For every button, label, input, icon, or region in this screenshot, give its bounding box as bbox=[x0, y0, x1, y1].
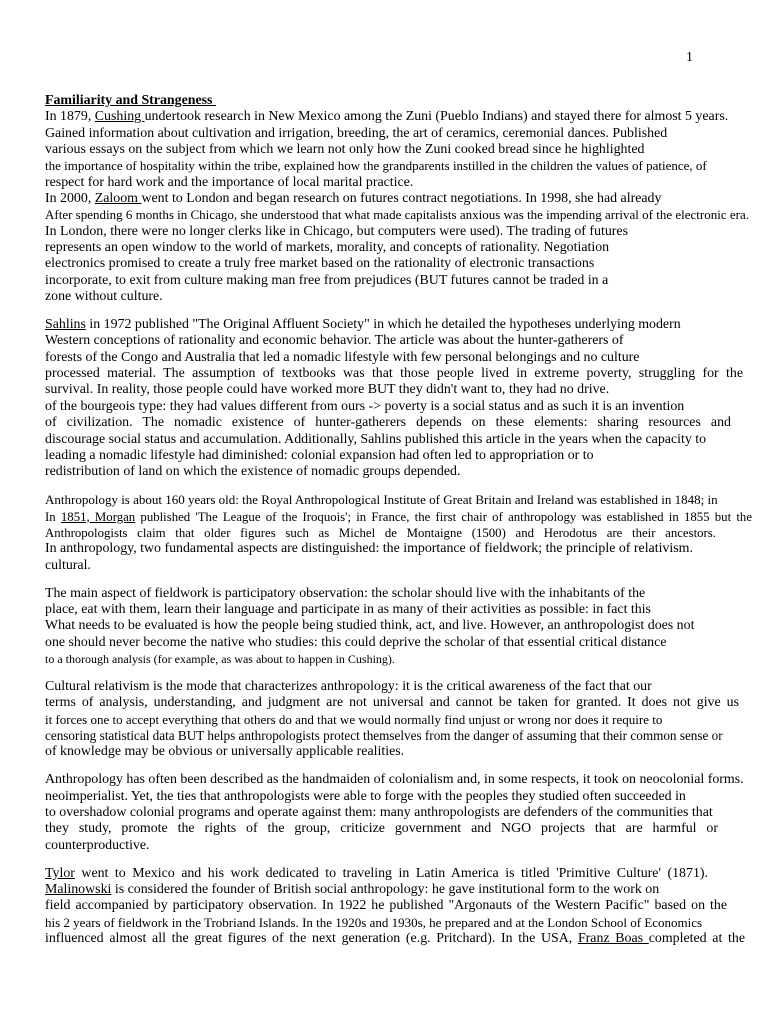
paragraph-sahlins bbox=[45, 317, 763, 480]
text-line: survival. In reality, those people could have worked more BUT they didn't want to, they had no drive. bbox=[45, 382, 610, 398]
underlined-name-malinowski: Malinowski bbox=[45, 881, 112, 897]
underlined-name-zaloom: Zaloom bbox=[94, 191, 142, 207]
text-line: they study, promote the rights of the group, criticize government and NGO projects that are harmful or bbox=[45, 821, 718, 837]
section-heading-text: Familiarity and Strangeness bbox=[45, 93, 216, 108]
text-line: of the bourgeois type: they had values different from ours -> poverty is a social status and as such it is an invention bbox=[45, 398, 685, 414]
text-line: leading a nomadic lifestyle had diminished: colonial expansion had often led to appropriation or to bbox=[45, 447, 594, 463]
text-line: neoimperialist. Yet, the ties that anthropologists were able to forge with the peoples they studied often succeeded in bbox=[45, 788, 686, 804]
text-line bbox=[45, 931, 745, 947]
text-line: censoring statistical data BUT helps anthropologists protect themselves from the danger of assuming that their common sense or bbox=[45, 727, 723, 743]
text-line: The main aspect of fieldwork is participatory observation: the scholar should live with the inhabitants of the bbox=[45, 585, 646, 601]
line-text: in 1972 published "The Original Affluent Society" in which he detailed the hypotheses underlying modern bbox=[85, 317, 681, 333]
underlined-name-sahlins: Sahlins bbox=[45, 317, 86, 333]
text-line: redistribution of land on which the existence of nomadic groups depended. bbox=[45, 464, 461, 480]
paragraph-founders bbox=[45, 866, 763, 948]
text-line: Anthropology has often been described as the handmaiden of colonialism and, in some respects, it took on neocolonial forms. bbox=[45, 772, 744, 788]
text-line: counterproductive. bbox=[45, 837, 150, 853]
document-body bbox=[45, 93, 763, 947]
paragraph-anthropology-history bbox=[45, 492, 763, 574]
text-line: various essays on the subject from which we learn not only how the Zuni cooked bread since he highlighted bbox=[45, 142, 645, 158]
text-line: After spending 6 months in Chicago, she understood that what made capitalists anxious was the impending arrival of the electronic era. bbox=[45, 207, 749, 223]
text-line: Anthropologists claim that older figures such as Michel de Montaigne (1500) and Herodotus are their ancestors. bbox=[45, 525, 716, 540]
text-line bbox=[45, 191, 755, 207]
text-line: to a thorough analysis (for example, as was about to happen in Cushing). bbox=[45, 651, 395, 666]
text-line: processed material. The assumption of textbooks was that those people lived in extreme poverty, struggling for the bbox=[45, 366, 743, 382]
underlined-name-morgan: 1851, Morgan bbox=[60, 509, 136, 524]
text-line bbox=[45, 317, 755, 333]
underlined-name-franz-boas: Franz Boas bbox=[577, 931, 649, 946]
text-line: his 2 years of fieldwork in the Trobriand Islands. In the 1920s and 1930s, he prepared and at the London School of Economics bbox=[45, 914, 703, 930]
text-line: to overshadow colonial programs and operate against them: many anthropologists are defenders of the communities that bbox=[45, 804, 713, 820]
text-line: Anthropology is about 160 years old: the Royal Anthropological Institute of Great Britain and Ireland was established in 1848; in bbox=[45, 492, 718, 508]
underlined-name-tylor: Tylor bbox=[45, 865, 75, 881]
text-line bbox=[45, 866, 708, 882]
underlined-name-cushing: Cushing bbox=[94, 109, 145, 125]
text-line: the importance of hospitality within the tribe, explained how the grandparents instilled in the children the values of patience, of bbox=[45, 158, 707, 174]
text-line: cultural. bbox=[45, 557, 91, 573]
text-line: forests of the Congo and Australia that led a nomadic lifestyle with few personal belongings and no culture bbox=[45, 349, 640, 365]
text-line: of civilization. The nomadic existence of hunter-gatherers depends on these elements: sharing resources and bbox=[45, 415, 731, 431]
line-text: In 2000, bbox=[45, 191, 95, 207]
text-line: incorporate, to exit from culture making man free from prejudices (BUT futures cannot be traded in a bbox=[45, 272, 609, 288]
paragraph-fieldwork bbox=[45, 586, 763, 668]
text-line: zone without culture. bbox=[45, 289, 163, 305]
text-line: discourage social status and accumulation. Additionally, Sahlins published this article in the years when the capacity to bbox=[45, 431, 707, 447]
text-line: In London, there were no longer clerks like in Chicago, but computers were used). The trading of futures bbox=[45, 223, 628, 239]
line-text: published 'The League of the Iroquois'; in France, the first chair of anthropology was established in 1855 but the bbox=[135, 509, 752, 524]
text-line: Cultural relativism is the mode that characterizes anthropology: it is the critical awareness of the fact that our bbox=[45, 678, 652, 694]
section-heading bbox=[45, 93, 763, 109]
line-text: undertook research in New Mexico among the Zuni (Pueblo Indians) and stayed there for almost 5 years. bbox=[144, 109, 729, 125]
line-text: went to London and began research on futures contract negotiations. In 1998, she had already bbox=[141, 191, 662, 207]
line-text: completed at the bbox=[648, 931, 746, 946]
page-number: 1 bbox=[686, 50, 693, 65]
paragraph-cultural-relativism bbox=[45, 679, 763, 761]
text-line bbox=[45, 109, 755, 125]
text-line: Western conceptions of rationality and economic behavior. The article was about the hunter-gatherers of bbox=[45, 333, 624, 349]
text-line bbox=[45, 882, 755, 898]
text-line: In anthropology, two fundamental aspects are distinguished: the importance of fieldwork; the principle of relativism. bbox=[45, 541, 693, 557]
text-line: represents an open window to the world of markets, morality, and concepts of rationality. Negotiation bbox=[45, 240, 610, 256]
text-line: electronics promised to create a truly free market based on the rationality of electronic transactions bbox=[45, 256, 595, 272]
text-line: Gained information about cultivation and irrigation, breeding, the art of ceramics, ceremonial dances. Published bbox=[45, 125, 668, 141]
text-line bbox=[45, 509, 752, 525]
line-text: influenced almost all the great figures of the next generation (e.g. Pritchard). In the USA, bbox=[45, 931, 578, 946]
paragraph-cushing-zaloom bbox=[45, 109, 763, 305]
text-line: it forces one to accept everything that others do and that we would normally find unjust or wrong nor does it require to bbox=[45, 711, 663, 727]
line-text: went to Mexico and his work dedicated to traveling in Latin America is titled 'Primitive Culture' (1871). bbox=[74, 865, 708, 881]
text-line: one should never become the native who studies: this could deprive the scholar of that essential critical distance bbox=[45, 634, 667, 650]
text-line: of knowledge may be obvious or universally applicable realities. bbox=[45, 744, 405, 760]
line-text: In bbox=[45, 509, 61, 524]
text-line: place, eat with them, learn their language and participate in as many of their activities as possible: in fact this bbox=[45, 601, 651, 617]
text-line: terms of analysis, understanding, and judgment are not universal and cannot be taken for granted. It does not give us bbox=[45, 695, 739, 711]
text-line: What needs to be evaluated is how the people being studied think, act, and live. However, an anthropologist does not bbox=[45, 618, 695, 634]
text-line: respect for hard work and the importance of local marital practice. bbox=[45, 174, 414, 190]
line-text: is considered the founder of British social anthropology: he gave institutional form to the work on bbox=[111, 881, 660, 897]
line-text: In 1879, bbox=[45, 109, 95, 125]
paragraph-colonialism bbox=[45, 772, 763, 854]
text-line: field accompanied by participatory observation. In 1922 he published "Argonauts of the Western Pacific" based on the bbox=[45, 898, 727, 914]
